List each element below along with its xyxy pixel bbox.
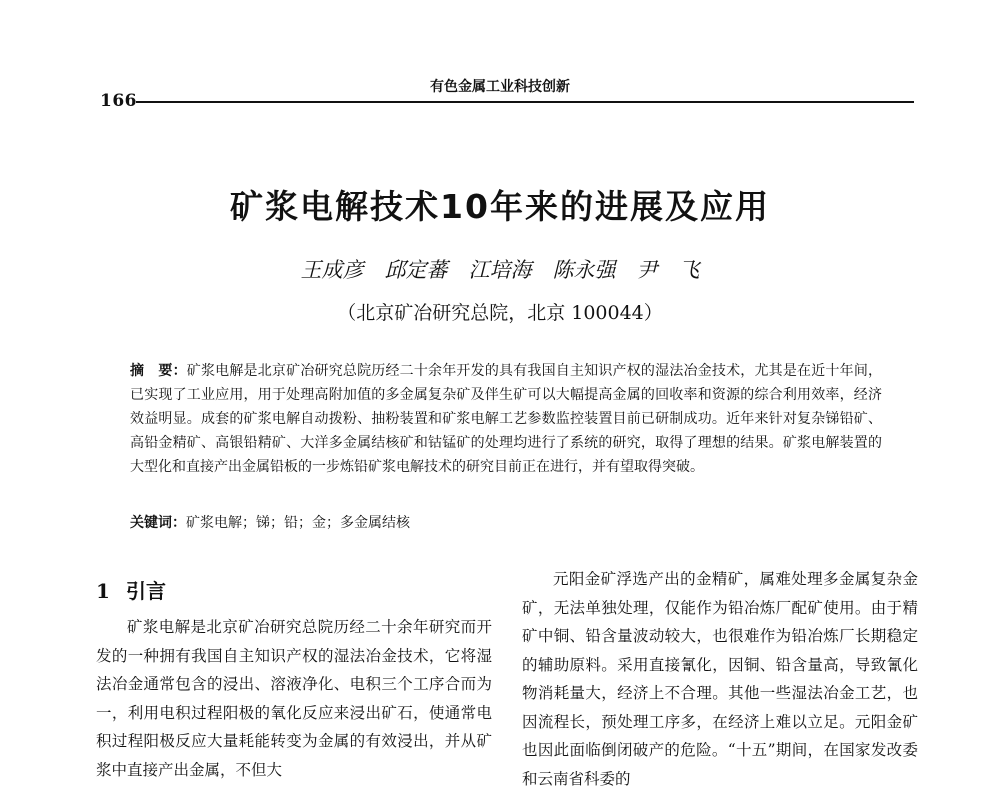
section-number: 1 <box>96 579 110 603</box>
right-column <box>522 565 918 793</box>
left-column <box>96 613 492 784</box>
journal-header: 有色金属工业科技创新 <box>430 79 570 95</box>
header-rule <box>136 101 914 103</box>
right-paragraph: 元阳金矿浮选产出的金精矿，属难处理多金属复杂金矿，无法单独处理，仅能作为铅冶炼厂配矿使用。由于精矿中铜、铅含量波动较大，也很难作为铅冶炼厂长期稳定的辅助原料。采用直接氰化，因铜、铅含量高，导致氰化物消耗量大，经济上不合理。其他一些湿法冶金工艺，也因流程长，预处理工序多，在经济上难以立足。元阳金矿也因此面临倒闭破产的危险。“十五”期间，在国家发改委和云南省科委的 <box>522 570 918 788</box>
abstract <box>130 359 882 479</box>
abstract-label: 摘 要： <box>130 363 187 379</box>
left-paragraph: 矿浆电解是北京矿冶研究总院历经二十余年研究而开发的一种拥有我国自主知识产权的湿法冶金技术，它将湿法冶金通常包含的浸出、溶液净化、电积三个工序合而为一，利用电积过程阳极的氧化反应来浸出矿石，使通常电积过程阳极反应大量耗能转变为金属的有效浸出，并从矿浆中直接产出金属，不但大 <box>96 618 492 779</box>
section-heading <box>96 575 166 604</box>
section-title: 引言 <box>126 579 166 603</box>
keywords <box>130 511 882 535</box>
paper-title: 矿浆电解技术10年来的进展及应用 <box>230 187 770 226</box>
abstract-text: 矿浆电解是北京矿冶研究总院历经二十余年开发的具有我国自主知识产权的湿法冶金技术，尤其是在近十年间，已实现了工业应用，用于处理高附加值的多金属复杂矿及伴生矿可以大幅提高金属的回收率和资源的综合利用效率，经济效益明显。成套的矿浆电解自动拨粉、抽粉装置和矿浆电解工艺参数监控装置目前已研制成功。近年来针对复杂锑铅矿、高铅金精矿、高银铅精矿、大洋多金属结核矿和钴锰矿的处理均进行了系统的研究，取得了理想的结果。矿浆电解装置的大型化和直接产出金属铅板的一步炼铅矿浆电解技术的研究目前正在进行，并有望取得突破。 <box>130 363 883 475</box>
page-number: 166 <box>100 91 137 111</box>
keywords-label: 关键词： <box>130 515 186 531</box>
author-list: 王成彦 邱定蕃 江培海 陈永强 尹 飞 <box>300 258 700 282</box>
keywords-text: 矿浆电解；锑；铅；金；多金属结核 <box>186 515 410 531</box>
affiliation: （北京矿冶研究总院，北京 100044） <box>337 302 663 324</box>
